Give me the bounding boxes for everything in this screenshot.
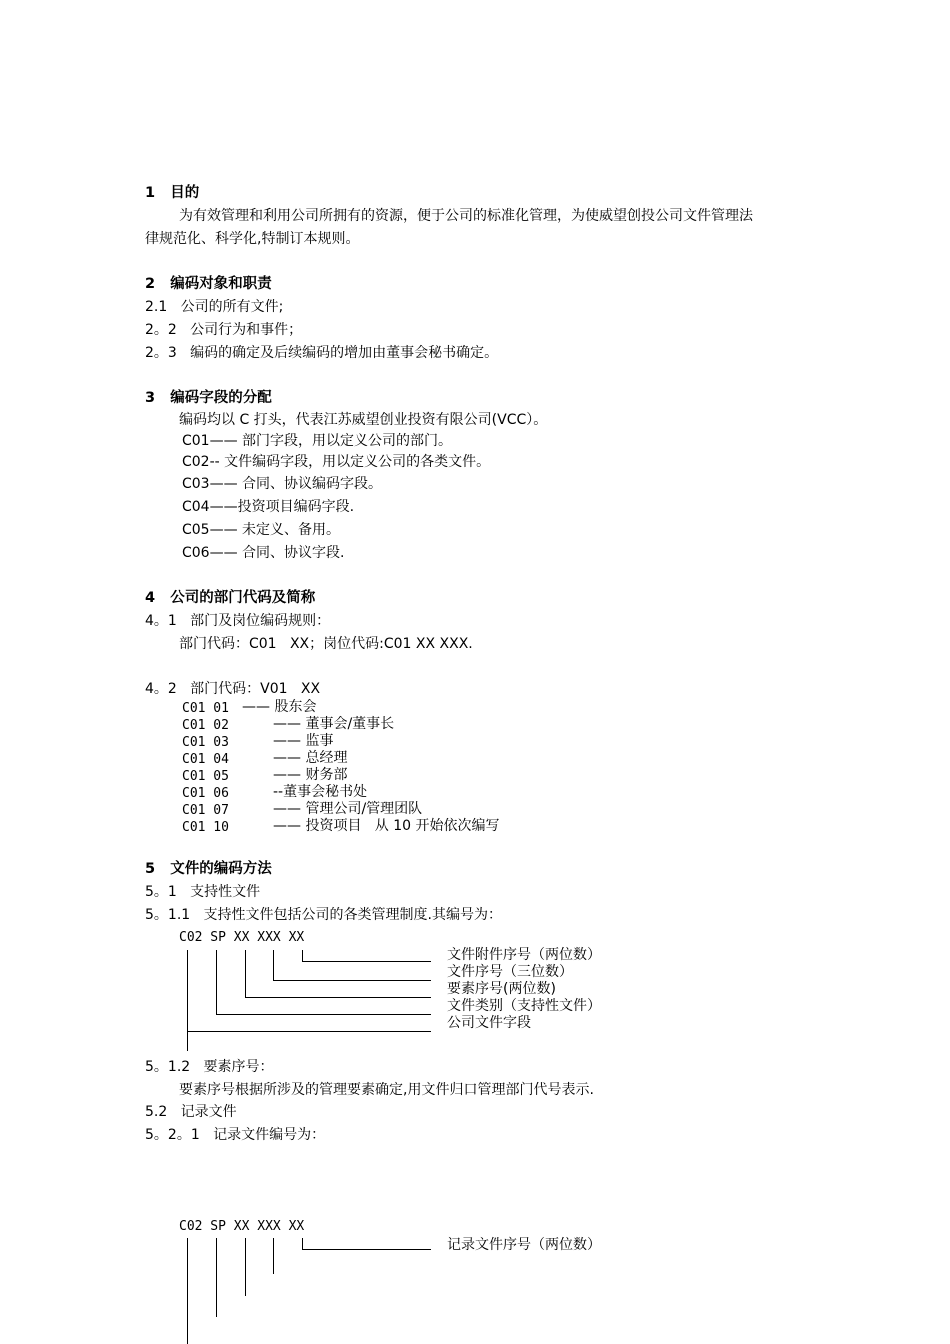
dept-name: —— 总经理 xyxy=(273,750,348,766)
section-3-item: C02-- 文件编码字段，用以定义公司的各类文件。 xyxy=(182,454,491,470)
department-code-rule: 部门代码：C01 XX；岗位代码:C01 XX XXX. xyxy=(179,636,473,652)
dept-name: --董事会秘书处 xyxy=(273,784,368,800)
diagram-vertical-line xyxy=(187,1238,188,1344)
section-5-1-1-title: 5。1.1 支持性文件包括公司的各类管理制度.其编号为： xyxy=(145,907,502,923)
diagram-horizontal-line xyxy=(216,1014,431,1015)
code-part-label: 记录文件序号（两位数） xyxy=(447,1237,601,1253)
dept-code: C01 05 xyxy=(182,769,229,784)
diagram-vertical-line xyxy=(216,950,217,1015)
section-3-item: C03—— 合同、协议编码字段。 xyxy=(182,476,383,492)
section-3-heading: 3 编码字段的分配 xyxy=(145,390,272,406)
diagram-vertical-line xyxy=(245,1238,246,1296)
section-1-paragraph-line2: 律规范化、科学化,特制订本规则。 xyxy=(145,231,360,247)
section-3-item: C01—— 部门字段，用以定义公司的部门。 xyxy=(182,433,453,449)
dept-name: —— 管理公司/管理团队 xyxy=(273,801,423,817)
support-file-code: C02 SP XX XXX XX xyxy=(179,930,305,945)
section-5-1-2-title: 5。1.2 要素序号： xyxy=(145,1059,274,1075)
diagram-vertical-line xyxy=(245,950,246,998)
code-part-label: 公司文件字段 xyxy=(447,1015,531,1031)
section-4-heading: 4 公司的部门代码及简称 xyxy=(145,590,316,606)
dept-code: C01 10 xyxy=(182,820,229,835)
section-2-heading: 2 编码对象和职责 xyxy=(145,276,272,292)
section-5-2-1-title: 5。2。1 记录文件编号为： xyxy=(145,1127,326,1143)
diagram-vertical-line xyxy=(273,950,274,981)
section-5-heading: 5 文件的编码方法 xyxy=(145,861,272,877)
section-2-item: 2.1 公司的所有文件; xyxy=(145,299,284,315)
element-number-description: 要素序号根据所涉及的管理要素确定,用文件归口管理部门代号表示. xyxy=(179,1082,594,1098)
diagram-horizontal-line xyxy=(302,1249,431,1250)
diagram-horizontal-line xyxy=(187,1031,431,1032)
dept-code: C01 06 xyxy=(182,786,229,801)
dept-name: —— 监事 xyxy=(273,733,334,749)
diagram-horizontal-line xyxy=(302,961,431,962)
diagram-vertical-line xyxy=(187,950,188,1051)
section-3-item: C05—— 未定义、备用。 xyxy=(182,522,341,538)
section-3-item: C04——投资项目编码字段. xyxy=(182,499,355,515)
diagram-horizontal-line xyxy=(273,980,431,981)
section-1-heading: 1 目的 xyxy=(145,185,200,201)
section-3-intro: 编码均以 C 打头，代表江苏威望创业投资有限公司(VCC）。 xyxy=(179,412,548,428)
code-part-label: 文件附件序号（两位数） xyxy=(447,947,601,963)
section-2-item: 2。3 编码的确定及后续编码的增加由董事会秘书确定。 xyxy=(145,345,499,361)
diagram-horizontal-line xyxy=(245,997,431,998)
section-5-1-title: 5。1 支持性文件 xyxy=(145,884,261,900)
section-3-item: C06—— 合同、协议字段. xyxy=(182,545,345,561)
section-2-item: 2。2 公司行为和事件； xyxy=(145,322,303,338)
section-5-2-title: 5.2 记录文件 xyxy=(145,1104,237,1120)
dept-code: C01 02 xyxy=(182,718,229,733)
code-part-label: 文件类别（支持性文件） xyxy=(447,998,601,1014)
section-1-paragraph-line1: 为有效管理和利用公司所拥有的资源，便于公司的标准化管理，为使威望创投公司文件管理法 xyxy=(179,208,753,224)
dept-name: —— 股东会 xyxy=(242,699,317,715)
record-file-code: C02 SP XX XXX XX xyxy=(179,1219,305,1234)
code-part-label: 要素序号(两位数) xyxy=(447,981,556,997)
dept-code: C01 07 xyxy=(182,803,229,818)
dept-name: —— 董事会/董事长 xyxy=(273,716,395,732)
diagram-vertical-line xyxy=(273,1238,274,1274)
dept-code: C01 04 xyxy=(182,752,229,767)
dept-code: C01 03 xyxy=(182,735,229,750)
dept-name: —— 投资项目 从 10 开始依次编写 xyxy=(273,818,500,834)
diagram-vertical-line xyxy=(216,1238,217,1317)
code-part-label: 文件序号（三位数） xyxy=(447,964,573,980)
dept-code: C01 01 xyxy=(182,701,229,716)
section-4-2-title: 4。2 部门代码：V01 XX xyxy=(145,681,321,697)
section-4-1-title: 4。1 部门及岗位编码规则： xyxy=(145,613,331,629)
dept-name: —— 财务部 xyxy=(273,767,348,783)
